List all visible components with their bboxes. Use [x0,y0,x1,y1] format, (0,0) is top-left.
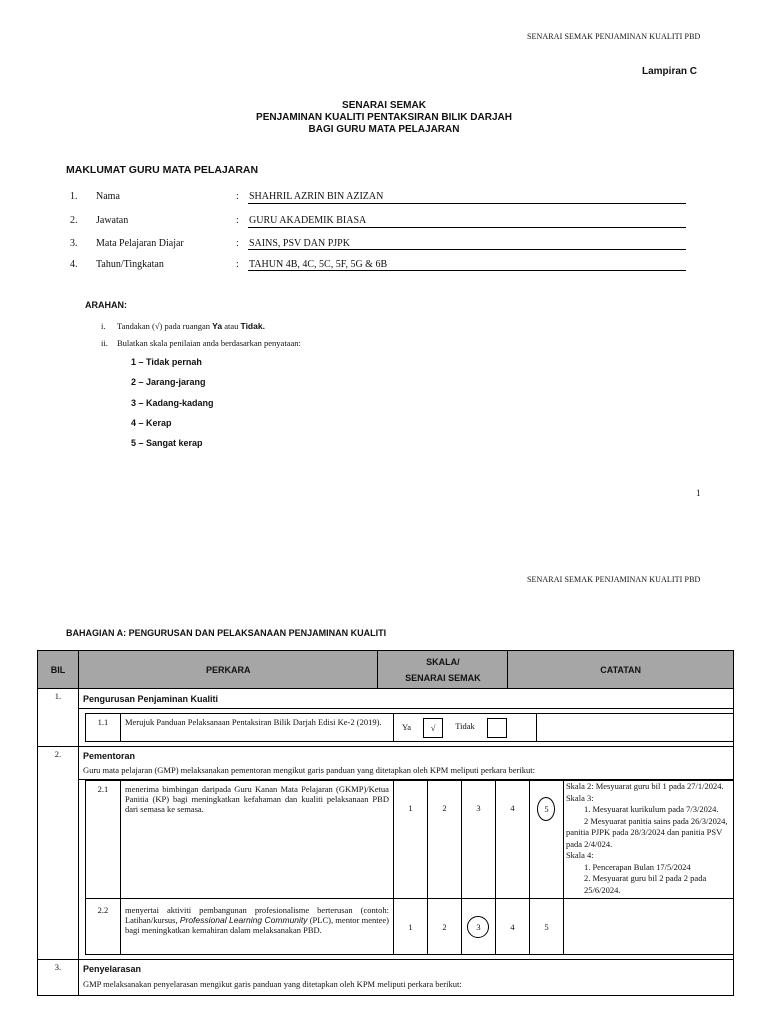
section-title: Penyelarasan [82,964,141,974]
field-number: 2. [70,215,78,226]
field-number: 3. [70,238,78,249]
field-value: GURU AKADEMIK BIASA [249,215,367,226]
header-catatan: CATATAN [508,651,734,689]
item-number: 2.1 [85,781,120,899]
note-line: 2 Mesyuarat panitia sains pada 26/3/2024, panitia PJPK pada 28/3/2024 dan panitia PSV pada 2/4/024. [565,815,728,849]
scale-option-5[interactable] [529,781,563,899]
page-number: 1 [696,488,701,498]
note-line: Skala 2: Mesyuarat guru bil 1 pada 27/1/2024. [565,781,724,791]
header-skala [378,651,508,689]
item-number: 2.2 [85,899,120,955]
section-intro: GMP melaksanakan penyelarasan mengikut garis panduan yang ditetapkan oleh KPM meliputi perkara berikut: [82,979,462,989]
item-row [78,780,733,960]
scale-option-2[interactable]: 2 [427,899,461,955]
checklist-table [37,650,734,996]
field-label: Jawatan [96,215,129,226]
underline [248,249,686,250]
note-line: 1. Pencerapan Bulan 17/5/2024 [583,861,691,872]
field-value: SAINS, PSV DAN PJPK [249,238,350,249]
field-separator: : [236,259,239,270]
yes-label: Ya [401,721,412,732]
section-title: Pengurusan Penjaminan Kualiti [78,689,733,709]
no-checkbox[interactable] [487,718,507,738]
field-label: Tahun/Tingkatan [96,259,164,270]
item-text: menerima bimbingan daripada Guru Kanan Mata Pelajaran (GKMP)/Ketua Panitia (KP) bagi meningkatkan kefahaman dan kualiti pelaksanaan PBD dari semasa ke semasa. [120,781,393,899]
underline [248,270,686,271]
notes-cell [563,781,733,899]
title-line-3: BAGI GURU MATA PELAJARAN [308,124,460,135]
item-row [78,709,733,747]
instruction-bold-tidak: Tidak [240,321,263,331]
instruction-number: ii. [101,338,108,348]
selected-circle: 5 [537,797,555,821]
scale-option-3[interactable]: 3 [461,781,495,899]
instructions-heading: ARAHAN: [85,300,127,310]
scale-option-4[interactable]: 4 [495,899,529,955]
note-line: 2. Mesyuarat guru bil 2 pada 2 pada 25/6/2024. [583,873,707,895]
header-skala-line-2: SENARAI SEMAK [405,672,481,683]
section-heading: MAKLUMAT GURU MATA PELAJARAN [66,164,259,176]
instruction-bold-ya: Ya [212,321,223,331]
title-line-2: PENJAMINAN KUALITI PENTAKSIRAN BILIK DARJAH [256,112,512,123]
instruction-number: i. [101,321,106,331]
scale-option-4[interactable]: 4 [495,781,529,899]
notes-cell [563,899,733,955]
header-skala-line-1: SKALA/ [426,656,460,667]
field-number: 4. [70,259,78,270]
field-separator: : [236,215,239,226]
title-line-1: SENARAI SEMAK [342,100,426,111]
instruction-text: Tandakan (√) pada ruangan [117,321,213,331]
instruction-text: atau [222,321,241,331]
scale-option-3[interactable] [461,899,495,955]
field-label: Nama [96,191,120,202]
section-number: 2. [38,747,79,960]
instruction-1 [101,321,265,331]
field-separator: : [236,238,239,249]
section-header [78,960,733,996]
scale-3: 3 – Kadang-kadang [131,398,214,408]
item-number: 1.1 [85,714,120,742]
document-title [0,100,768,136]
scale-option-2[interactable]: 2 [427,781,461,899]
running-header: SENARAI SEMAK PENJAMINAN KUALITI PBD [527,575,701,584]
scale-5: 5 – Sangat kerap [131,438,203,448]
note-line: 1. Mesyuarat kurikulum pada 7/3/2024. [583,804,719,814]
appendix-label: Lampiran C [642,66,698,77]
no-label: Tidak [455,721,475,732]
item-text-italic: Professional Learning Community [179,915,308,925]
instruction-2 [101,338,301,348]
field-number: 1. [70,191,78,202]
scale-1: 1 – Tidak pernah [131,357,202,367]
notes-cell [536,714,733,742]
section-number: 3. [38,960,79,996]
field-separator: : [236,191,239,202]
header-perkara: PERKARA [78,651,378,689]
section-number: 1. [38,689,79,747]
item-text: Merujuk Panduan Pelaksanaan Pentaksiran Bilik Darjah Edisi Ke-2 (2019). [120,714,393,742]
note-line: Skala 3: [565,792,594,803]
scale-option-5[interactable]: 5 [529,899,563,955]
scale-option-1[interactable]: 1 [393,899,427,955]
scale-4: 4 – Kerap [131,418,172,428]
instruction-text: Bulatkan skala penilaian anda berdasarkan penyataan: [117,338,301,348]
instruction-period: . [262,321,265,331]
header-bil: BIL [38,651,79,689]
underline [248,203,686,204]
section-header [78,747,733,780]
running-header: SENARAI SEMAK PENJAMINAN KUALITI PBD [527,32,701,41]
scale-2: 2 – Jarang-jarang [131,377,206,387]
selected-circle: 3 [467,916,489,938]
item-text [120,899,393,955]
yes-checkbox[interactable]: √ [423,718,443,738]
field-label: Mata Pelajaran Diajar [96,238,184,249]
scale-option-1[interactable]: 1 [393,781,427,899]
field-value: TAHUN 4B, 4C, 5C, 5F, 5G & 6B [249,259,388,270]
yes-no-cell [393,714,536,742]
section-title: Pementoran [82,751,135,761]
section-intro: Guru mata pelajaran (GMP) melaksanakan pementoran mengikut garis panduan yang ditetapkan oleh KPM meliputi perkara berikut: [82,765,535,775]
item-text-part: menyertai aktiviti pembangunan profesionalisme berterusan (contoh: Latihan/kursus, [124,905,389,925]
field-value: SHAHRIL AZRIN BIN AZIZAN [249,191,384,202]
item-text-part: (PLC), mentor mentee) bagi meningkatkan kemahiran dalam melaksanakan PBD. [124,915,389,935]
section-a-title: BAHAGIAN A: PENGURUSAN DAN PELAKSANAAN PENJAMINAN KUALITI [66,628,387,638]
underline [248,227,686,228]
note-line: Skala 4: [565,850,594,860]
